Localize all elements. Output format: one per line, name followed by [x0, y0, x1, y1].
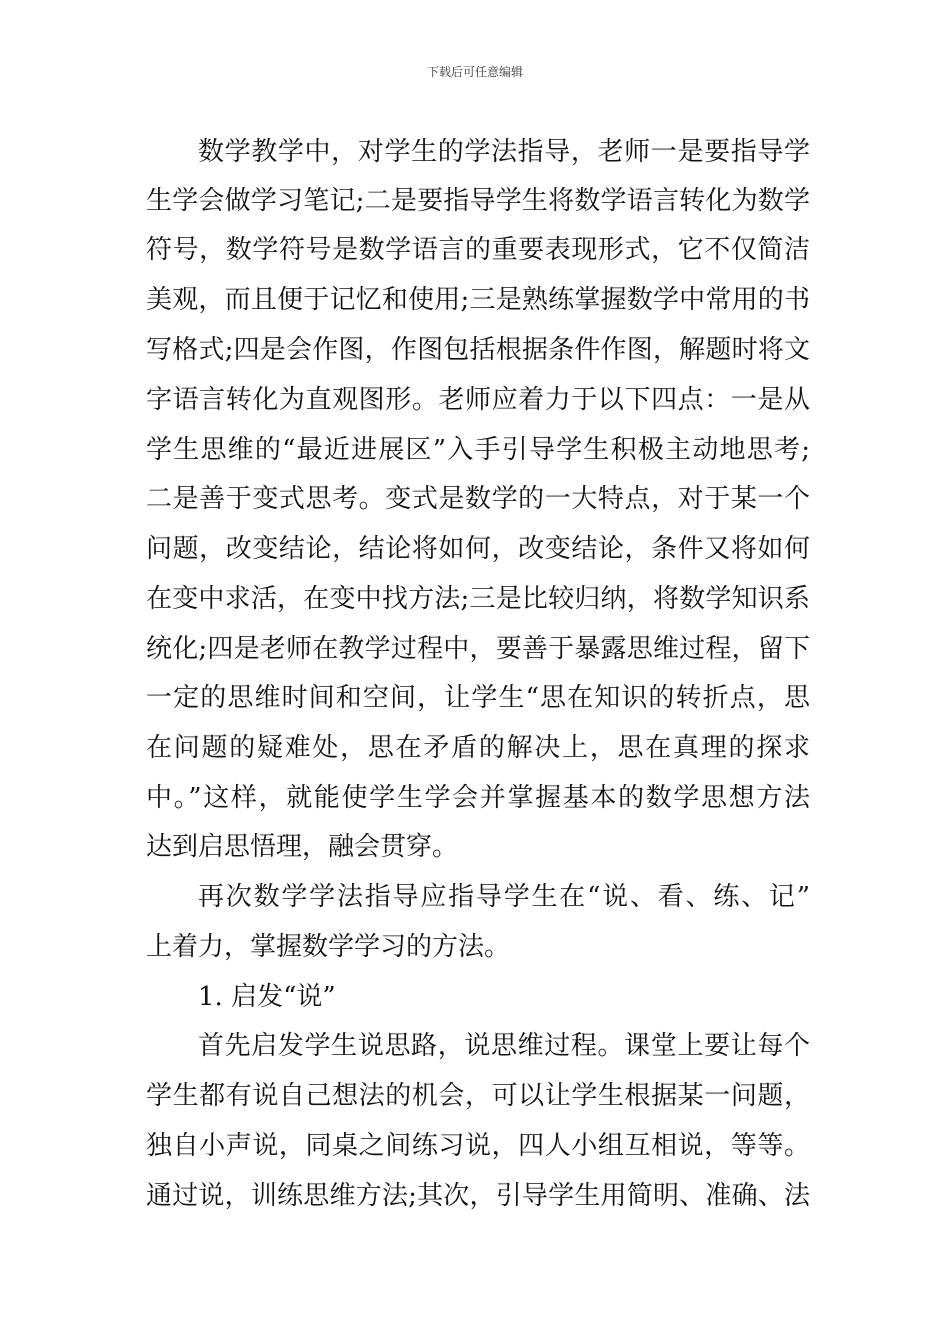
text-line: 学生思维的“最近进展区”入手引导学生积极主动地思考; — [146, 435, 810, 465]
text-line: 二是善于变式思考。变式是数学的一大特点，对于某一个 — [146, 484, 810, 514]
text-line: 达到启思悟理，融会贯穿。 — [146, 832, 459, 862]
text-line: 问题，改变结论，结论将如何，改变结论，条件又将如何 — [146, 534, 810, 564]
page-header: 下载后可任意编辑 — [426, 65, 523, 79]
text-line: 中。”这样，就能使学生学会并掌握基本的数学思想方法 — [146, 783, 810, 813]
text-line: 再次数学学法指导应指导学生在“说、看、练、记” — [198, 882, 810, 912]
section-heading: 1. 启发“说” — [198, 982, 336, 1012]
text-line: 字语言转化为直观图形。老师应着力于以下四点：一是从 — [146, 385, 810, 415]
text-line: 数学教学中，对学生的学法指导，老师一是要指导学 — [198, 137, 810, 167]
text-line: 一定的思维时间和空间，让学生“思在知识的转折点，思 — [146, 683, 810, 713]
text-line: 首先启发学生说思路，说思维过程。课堂上要让每个 — [198, 1031, 810, 1061]
text-line: 生学会做学习笔记;二是要指导学生将数学语言转化为数学 — [146, 186, 810, 216]
text-line: 统化;四是老师在教学过程中，要善于暴露思维过程，留下 — [146, 634, 810, 664]
text-line: 在变中求活，在变中找方法;三是比较归纳，将数学知识系 — [146, 584, 810, 614]
text-line: 独自小声说，同桌之间练习说，四人小组互相说，等等。 — [146, 1131, 810, 1161]
text-line: 符号，数学符号是数学语言的重要表现形式，它不仅简洁 — [146, 235, 810, 265]
text-line: 通过说，训练思维方法;其次，引导学生用简明、准确、法 — [146, 1181, 810, 1211]
text-line: 美观，而且便于记忆和使用;三是熟练掌握数学中常用的书 — [146, 285, 810, 315]
text-line: 写格式;四是会作图，作图包括根据条件作图，解题时将文 — [146, 335, 810, 365]
text-line: 上着力，掌握数学学习的方法。 — [146, 932, 511, 962]
text-line: 学生都有说自己想法的机会，可以让学生根据某一问题， — [146, 1081, 810, 1111]
text-line: 在问题的疑难处，思在矛盾的解决上，思在真理的探求 — [146, 733, 810, 763]
